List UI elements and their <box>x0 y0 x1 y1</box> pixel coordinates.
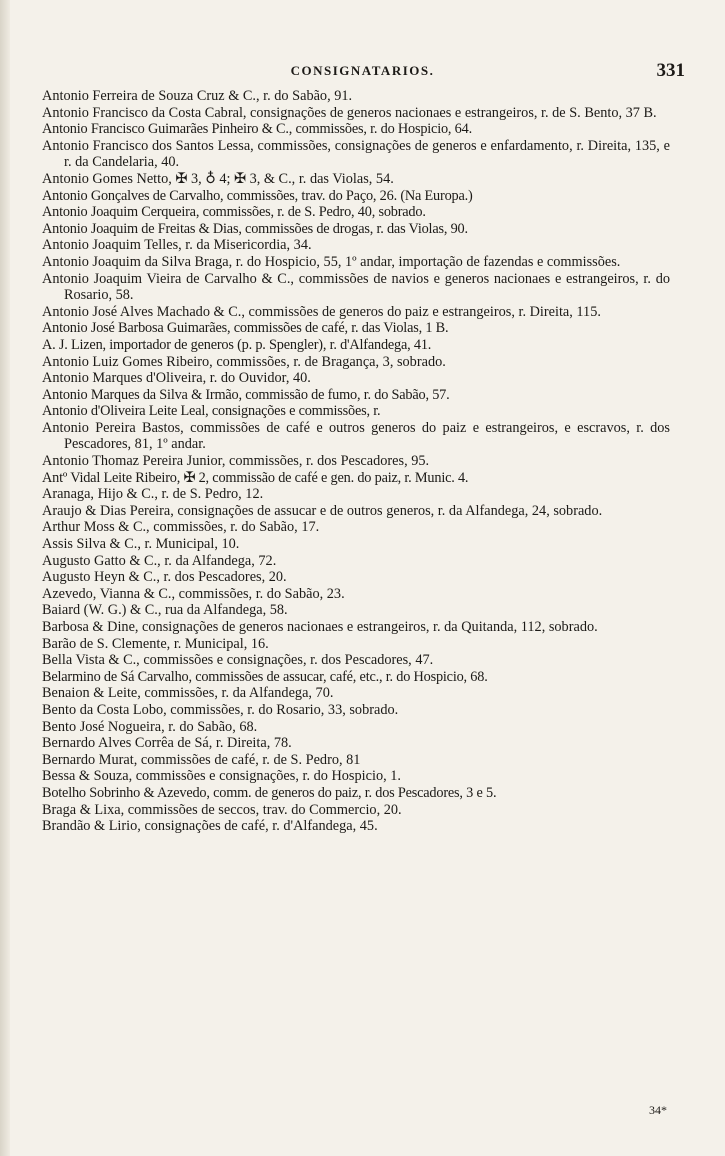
list-item: Antonio Luiz Gomes Ribeiro, commissões, r. de Bragança, 3, sobrado. <box>42 353 446 370</box>
list-item: Augusto Gatto & C., r. da Alfandega, 72. <box>42 552 277 569</box>
list-item: Augusto Heyn & C., r. dos Pescadores, 20. <box>42 569 287 586</box>
list-item: Antonio José Barbosa Guimarães, commissões de café, r. das Violas, 1 B. <box>42 320 449 337</box>
page-header <box>40 60 685 86</box>
list-item: A. J. Lizen, importador de generos (p. p. Spengler), r. d'Alfandega, 41. <box>42 336 432 353</box>
consignee-list <box>42 88 670 835</box>
list-item: Antonio Marques d'Oliveira, r. do Ouvidor, 40. <box>42 370 311 387</box>
list-item: Antonio Marques da Silva & Irmão, commissão de fumo, r. do Sabão, 57. <box>42 386 450 403</box>
list-item: Baiard (W. G.) & C., rua da Alfandega, 58. <box>42 602 288 619</box>
page-title: CONSIGNATARIOS. <box>290 63 435 78</box>
list-item: Antonio Francisco dos Santos Lessa, commissões, consignações de generos e enfardamento, r. Direita, 135, e r. da Candelaria, 40. <box>42 137 670 171</box>
list-item: Bella Vista & C., commissões e consignações, r. dos Pescadores, 47. <box>42 652 434 669</box>
list-item: Belarmino de Sá Carvalho, commissões de assucar, café, etc., r. do Hospicio, 68. <box>42 668 488 685</box>
list-item: Brandão & Lirio, consignações de café, r. d'Alfandega, 45. <box>42 818 378 835</box>
list-item: Antonio Gomes Netto, ✠ 3, ♁ 4; ✠ 3, & C., r. das Violas, 54. <box>42 170 394 187</box>
list-item: Bento José Nogueira, r. do Sabão, 68. <box>42 718 258 735</box>
list-item: Assis Silva & C., r. Municipal, 10. <box>42 536 240 553</box>
list-item: Benaion & Leite, commissões, r. da Alfandega, 70. <box>42 685 334 702</box>
signature-mark: 34* <box>649 1103 667 1117</box>
list-item: Antonio d'Oliveira Leite Leal, consignações e commissões, r. <box>42 403 381 420</box>
list-item: Antonio Pereira Bastos, commissões de café e outros generos do paiz e estrangeiros, e escravos, r. dos Pescadores, 81, 1º andar. <box>42 419 670 453</box>
list-item: Antº Vidal Leite Ribeiro, ✠ 2, commissão de café e gen. do paiz, r. Munic. 4. <box>42 469 469 486</box>
list-item: Antonio Francisco Guimarães Pinheiro & C., commissões, r. do Hospicio, 64. <box>42 121 472 138</box>
page-number: 331 <box>656 60 685 81</box>
list-item: Antonio Joaquim da Silva Braga, r. do Hospicio, 55, 1º andar, importação de fazendas e commissões. <box>42 253 621 270</box>
page-binding-edge <box>0 0 10 1156</box>
list-item: Bernardo Alves Corrêa de Sá, r. Direita, 78. <box>42 735 292 752</box>
list-item: Azevedo, Vianna & C., commissões, r. do Sabão, 23. <box>42 585 345 602</box>
list-item: Antonio José Alves Machado & C., commissões de generos do paiz e estrangeiros, r. Direita, 115. <box>42 303 601 320</box>
list-item: Antonio Gonçalves de Carvalho, commissões, trav. do Paço, 26. (Na Europa.) <box>42 187 473 204</box>
list-item: Antonio Joaquim de Freitas & Dias, commissões de drogas, r. das Violas, 90. <box>42 220 468 237</box>
list-item: Antonio Francisco da Costa Cabral, consignações de generos nacionaes e estrangeiros, r. de S. Bento, 37 B. <box>42 104 657 121</box>
list-item: Bento da Costa Lobo, commissões, r. do Rosario, 33, sobrado. <box>42 701 399 718</box>
list-item: Arthur Moss & C., commissões, r. do Sabão, 17. <box>42 519 320 536</box>
list-item: Araujo & Dias Pereira, consignações de assucar e de outros generos, r. da Alfandega, 24, sobrado. <box>42 502 603 519</box>
list-item: Barão de S. Clemente, r. Municipal, 16. <box>42 635 269 652</box>
list-item: Antonio Ferreira de Souza Cruz & C., r. do Sabão, 91. <box>42 88 353 104</box>
list-item: Aranaga, Hijo & C., r. de S. Pedro, 12. <box>42 486 264 503</box>
list-item: Bernardo Murat, commissões de café, r. de S. Pedro, 81 <box>42 751 361 768</box>
list-item: Antonio Joaquim Vieira de Carvalho & C., commissões de navios e generos nacionaes e estrangeiros, r. do Rosario, 58. <box>42 270 670 304</box>
list-item: Antonio Joaquim Telles, r. da Misericordia, 34. <box>42 237 312 254</box>
list-item: Braga & Lixa, commissões de seccos, trav. do Commercio, 20. <box>42 801 402 818</box>
list-item: Botelho Sobrinho & Azevedo, comm. de generos do paiz, r. dos Pescadores, 3 e 5. <box>42 784 497 801</box>
list-item: Antonio Joaquim Cerqueira, commissões, r. de S. Pedro, 40, sobrado. <box>42 204 426 221</box>
list-item: Barbosa & Dine, consignações de generos nacionaes e estrangeiros, r. da Quitanda, 112, sobrado. <box>42 619 598 635</box>
list-item: Bessa & Souza, commissões e consignações, r. do Hospicio, 1. <box>42 768 401 785</box>
list-item: Antonio Thomaz Pereira Junior, commissões, r. dos Pescadores, 95. <box>42 453 430 470</box>
